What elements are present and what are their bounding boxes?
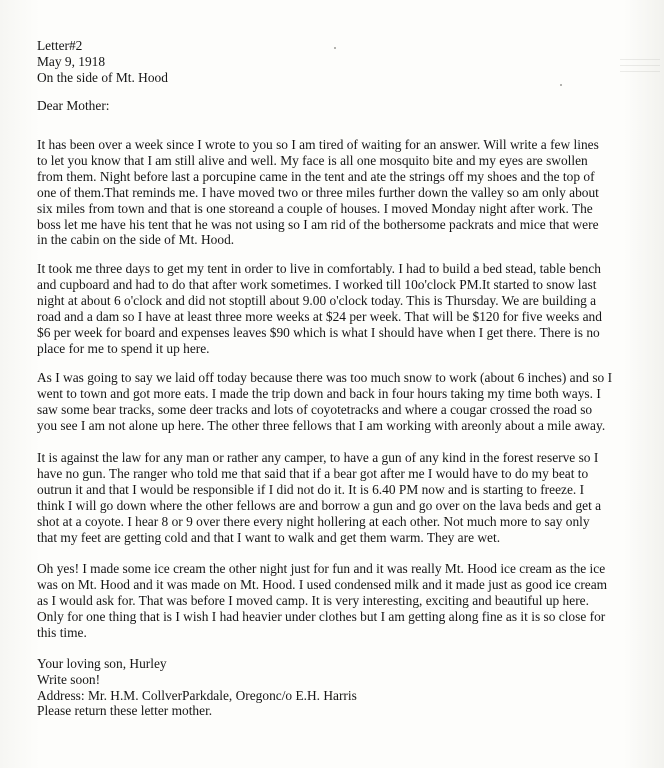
paragraph-line: place for me to spend it up here.	[37, 340, 210, 356]
paragraph-line: from them. Night before last a porcupine came in the tent and ate the strings off my shoes and the top of	[37, 168, 595, 184]
paragraph-line: this time.	[37, 624, 87, 640]
paragraph-5	[37, 561, 631, 641]
letter-header	[37, 38, 168, 85]
letter-closing	[37, 656, 357, 719]
paragraph-line: think I will go down where the other fellows are and borrow a gun and go over on the lava beds and get a	[37, 497, 602, 513]
paragraph-line: have no gun. The ranger who told me that said that if a bear got after me I would have to do my beat to	[37, 465, 589, 481]
salutation: Dear Mother:	[37, 98, 110, 113]
paragraph-line: in the cabin on the side of Mt. Hood.	[37, 232, 235, 248]
paragraph-line: saw some bear tracks, some deer tracks and lots of coyotetracks and where a cougar crossed the road so	[37, 401, 593, 417]
letter-location: On the side of Mt. Hood	[37, 69, 168, 85]
paragraph-line: Only for one thing that is I wish I had heavier under clothes but I am getting along fine as it is so close for	[37, 608, 606, 624]
paragraph-1	[37, 137, 631, 248]
paragraph-line: road and a dam so I have at least three more weeks at $24 per week. That will be $120 for five weeks and	[37, 308, 602, 324]
paragraph-line: went to town and got more eats. I made the trip down and back in four hours taking my time both ways. I	[37, 385, 601, 401]
paragraph-line: It is against the law for any man or rather any camper, to have a gun of any kind in the forest reserve so I	[37, 450, 599, 465]
paragraph-line: Oh yes! I made some ice cream the other night just for fun and it was really Mt. Hood ice cream as the ice	[37, 561, 606, 576]
paragraph-line: It took me three days to get my tent in order to live in comfortably. I had to build a bed stead, table bench	[37, 261, 601, 276]
paragraph-line: boss let me have his tent that he was not using so I am rid of the bothersome packrats and mice that were	[37, 216, 599, 232]
return-request: Please return these letter mother.	[37, 703, 213, 719]
scan-speck	[560, 84, 562, 86]
paragraph-line: to let you know that I am still alive and well. My face is all one mosquito bite and my eyes are swollen	[37, 152, 588, 168]
paragraph-line: $6 per week for board and expenses leaves $90 which is what I should have when I get there. There is no	[37, 324, 600, 340]
letter-number: Letter#2	[37, 38, 83, 53]
paragraph-line: night at about 6 o'clock and did not stoptill about 9.00 o'clock today. This is Thursday. We are building a	[37, 292, 597, 308]
paragraph-line: you see I am not alone up here. The other three fellows that I am working with areonly about a mile away.	[37, 417, 606, 433]
paragraph-line: shot at a coyote. I hear 8 or 9 over there every night hollering at each other. Not much more to say only	[37, 513, 590, 529]
paragraph-line: six miles from town and that is one storeand a couple of houses. I moved Monday night after work. The	[37, 200, 593, 216]
paragraph-4	[37, 450, 631, 545]
paragraph-2	[37, 261, 631, 356]
paragraph-line: It has been over a week since I wrote to you so I am tired of waiting for an answer. Will write a few lines	[37, 137, 599, 152]
write-soon: Write soon!	[37, 671, 101, 687]
paragraph-line: As I was going to say we laid off today because there was too much snow to work (about 6 inches) and so I	[37, 370, 613, 385]
paragraph-line: and cupboard and had to do that after work sometimes. I worked till 10o'clock PM.It started to snow last	[37, 276, 597, 292]
letter-date: May 9, 1918	[37, 53, 106, 69]
paragraph-3	[37, 370, 631, 434]
scan-speck	[334, 47, 336, 49]
paragraph-line: outrun it and that I would be responsible if I did not do it. It is 6.40 PM now and is starting to freeze. I	[37, 481, 585, 497]
paragraph-line: that my feet are getting cold and that I want to walk and get them warm. They are wet.	[37, 529, 501, 545]
paragraph-line: one of them.That reminds me. I have moved two or three miles further down the valley so am only about	[37, 184, 599, 200]
scan-artifact	[620, 54, 660, 94]
address-line: Address: Mr. H.M. CollverParkdale, Oregonc/o E.H. Harris	[37, 687, 357, 703]
signoff: Your loving son, Hurley	[37, 656, 167, 671]
paragraph-line: as I would ask for. That was before I moved camp. It is very interesting, exciting and beautiful up here.	[37, 592, 589, 608]
paragraph-line: was on Mt. Hood and it was made on Mt. Hood. I used condensed milk and it made just as good ice cream	[37, 576, 608, 592]
